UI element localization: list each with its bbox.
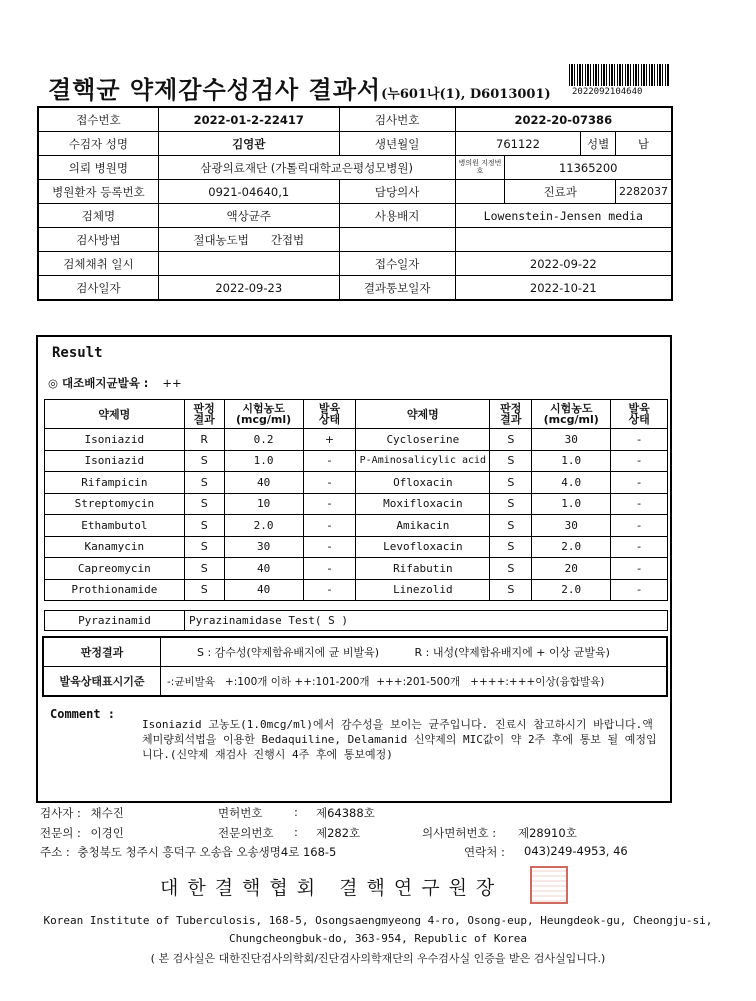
left-concentration: 30 bbox=[224, 536, 303, 558]
left-drug-name: Isoniazid bbox=[45, 450, 185, 472]
left-growth-status: - bbox=[303, 536, 356, 558]
left-drug-name: Rifampicin bbox=[45, 472, 185, 494]
left-growth-status: - bbox=[303, 558, 356, 580]
dept-label: 진료과 bbox=[505, 180, 615, 204]
left-judgement: S bbox=[184, 472, 224, 494]
right-concentration: 20 bbox=[532, 558, 611, 580]
table-row bbox=[45, 515, 668, 537]
hospital-label: 의뢰 병원명 bbox=[38, 156, 158, 180]
drug-table bbox=[44, 399, 668, 601]
address-label: 주소 : bbox=[40, 845, 70, 859]
contact-label: 연락처 : bbox=[464, 845, 505, 859]
growth-std: -:균비발육 +:100개 이하 ++:101-200개 +++:201-500개 ++++:+++이상(융합발육) bbox=[161, 667, 668, 697]
judge-label: 판정결과 bbox=[43, 637, 161, 667]
document-title: 결핵균 약제감수성검사 결과서(누601나(1), D6013001) bbox=[48, 75, 551, 104]
receive-date: 2022-09-22 bbox=[455, 252, 672, 276]
right-drug-name: Amikacin bbox=[356, 515, 490, 537]
left-drug-name: Prothionamide bbox=[45, 579, 185, 601]
header-conc: 시험농도 (mcg/ml) bbox=[224, 400, 303, 429]
table-row bbox=[45, 558, 668, 580]
left-judgement: S bbox=[184, 536, 224, 558]
receipt-no: 2022-01-2-22417 bbox=[158, 107, 339, 132]
hospital-name: 삼광의료재단 (가톨릭대학교은평성모병원) bbox=[158, 156, 455, 180]
right-growth-status: - bbox=[611, 536, 668, 558]
license-label: 면허번호 bbox=[218, 806, 263, 820]
medium-label: 사용배지 bbox=[339, 204, 455, 228]
drug-table-header bbox=[45, 400, 668, 429]
specialist: 이경인 bbox=[90, 826, 124, 840]
right-judgement: S bbox=[490, 429, 532, 451]
header-result-2: 판정 결과 bbox=[490, 400, 532, 429]
contact: 043)249-4953, 46 bbox=[524, 844, 628, 858]
method-blank-2 bbox=[455, 228, 672, 252]
right-growth-status: - bbox=[611, 493, 668, 515]
judge-r: R : 내성(약제함유배지에 + 이상 균발육) bbox=[414, 646, 610, 659]
doctor-label: 담당의사 bbox=[339, 180, 455, 204]
right-judgement: S bbox=[490, 579, 532, 601]
doc-license-label: 의사면허번호 : bbox=[422, 826, 497, 840]
right-judgement: S bbox=[490, 472, 532, 494]
registration-no: 0921-04640,1 bbox=[158, 180, 339, 204]
comment-label: Comment : bbox=[50, 707, 116, 721]
method-label: 검사방법 bbox=[38, 228, 158, 252]
right-judgement: S bbox=[490, 558, 532, 580]
right-concentration: 30 bbox=[532, 515, 611, 537]
left-concentration: 40 bbox=[224, 558, 303, 580]
method-2: 간접법 bbox=[270, 232, 305, 247]
test-no: 2022-20-07386 bbox=[455, 107, 672, 132]
table-row bbox=[45, 429, 668, 451]
patient-label: 수검자 성명 bbox=[38, 132, 158, 156]
left-judgement: S bbox=[184, 579, 224, 601]
right-drug-name: Moxifloxacin bbox=[356, 493, 490, 515]
left-growth-status: + bbox=[303, 429, 356, 451]
growth-std-label: 발육상태표시기준 bbox=[43, 667, 161, 697]
table-row bbox=[45, 536, 668, 558]
right-concentration: 1.0 bbox=[532, 493, 611, 515]
specialist-label: 전문의 : bbox=[40, 826, 81, 840]
english-address: Korean Institute of Tuberculosis, 168-5, Osongsaengmyeong 4-ro, Osong-eup, Heungdeok-gu, Cheongju-si, Chungcheongbuk-do, 363-954, Republic of Korea bbox=[43, 914, 713, 945]
organization-name: 대한결핵협회 결핵연구원장 bbox=[160, 877, 504, 899]
pyrazinamide-row bbox=[44, 610, 668, 631]
judge-text bbox=[161, 637, 668, 667]
header-growth-2: 발육 상태 bbox=[611, 400, 668, 429]
pza-label: Pyrazinamid bbox=[45, 611, 185, 631]
right-concentration: 1.0 bbox=[532, 450, 611, 472]
left-judgement: R bbox=[184, 429, 224, 451]
right-growth-status: - bbox=[611, 450, 668, 472]
doc-license: 제28910호 bbox=[518, 826, 577, 840]
sex: 남 bbox=[615, 132, 672, 156]
address: 충청북도 청주시 흥덕구 오송읍 오송생명4로 168-5 bbox=[77, 845, 337, 859]
address-line bbox=[40, 844, 690, 860]
control-growth-label: ◎ 대조배지균발육 : bbox=[48, 376, 149, 390]
header-drug-2: 약제명 bbox=[356, 400, 490, 429]
left-concentration: 0.2 bbox=[224, 429, 303, 451]
registration-label: 병원환자 등록번호 bbox=[38, 180, 158, 204]
receive-label: 접수일자 bbox=[339, 252, 455, 276]
test-date: 2022-09-23 bbox=[158, 276, 339, 301]
barcode bbox=[569, 64, 669, 86]
left-concentration: 40 bbox=[224, 579, 303, 601]
right-judgement: S bbox=[490, 515, 532, 537]
left-concentration: 1.0 bbox=[224, 450, 303, 472]
hospital-code: 11365200 bbox=[505, 156, 672, 180]
header-conc-2: 시험농도 (mcg/ml) bbox=[532, 400, 611, 429]
license: 제64388호 bbox=[316, 806, 375, 820]
tester: 채수진 bbox=[90, 806, 124, 820]
sex-label: 성별 bbox=[581, 132, 616, 156]
doctor bbox=[455, 180, 505, 204]
report-date-label: 결과통보일자 bbox=[339, 276, 455, 301]
test-no-label: 검사번호 bbox=[339, 107, 455, 132]
right-growth-status: - bbox=[611, 579, 668, 601]
right-growth-status: - bbox=[611, 515, 668, 537]
left-drug-name: Ethambutol bbox=[45, 515, 185, 537]
left-judgement: S bbox=[184, 450, 224, 472]
barcode-number: 2022092104640 bbox=[572, 87, 643, 97]
left-concentration: 40 bbox=[224, 472, 303, 494]
header-drug: 약제명 bbox=[45, 400, 185, 429]
right-judgement: S bbox=[490, 493, 532, 515]
method-1: 절대농도법 bbox=[193, 232, 249, 247]
spec-no-label: 전문의번호 bbox=[218, 826, 274, 840]
official-seal-stamp bbox=[530, 866, 568, 904]
left-growth-status: - bbox=[303, 450, 356, 472]
judge-s: S : 감수성(약제함유배지에 균 비발육) bbox=[197, 646, 380, 659]
left-judgement: S bbox=[184, 558, 224, 580]
left-concentration: 10 bbox=[224, 493, 303, 515]
left-growth-status: - bbox=[303, 493, 356, 515]
right-growth-status: - bbox=[611, 429, 668, 451]
header-growth: 발육 상태 bbox=[303, 400, 356, 429]
left-growth-status: - bbox=[303, 515, 356, 537]
header-result: 판정 결과 bbox=[184, 400, 224, 429]
right-drug-name: Ofloxacin bbox=[356, 472, 490, 494]
result-section bbox=[36, 335, 672, 803]
document-code: (누601나(1), D6013001) bbox=[381, 87, 551, 102]
right-drug-name: Cycloserine bbox=[356, 429, 490, 451]
dept: 2282037 bbox=[615, 180, 672, 204]
result-label: Result bbox=[52, 345, 103, 361]
left-judgement: S bbox=[184, 493, 224, 515]
left-growth-status: - bbox=[303, 579, 356, 601]
criteria-table bbox=[42, 636, 668, 697]
right-drug-name: Rifabutin bbox=[356, 558, 490, 580]
specialist-line: 전문의 : 이경인 전문의번호 : 제282호 의사면허번호 : 제28910호 bbox=[40, 825, 577, 840]
left-growth-status: - bbox=[303, 472, 356, 494]
collect-date bbox=[158, 252, 339, 276]
patient-name: 김영관 bbox=[158, 132, 339, 156]
receipt-no-label: 접수번호 bbox=[38, 107, 158, 132]
method-blank bbox=[339, 228, 455, 252]
test-date-label: 검사일자 bbox=[38, 276, 158, 301]
comment-text: Isoniazid 고농도(1.0mcg/ml)에서 감수성을 보이는 균주입니다. 진료시 참고하시기 바랍니다.액체미량희석법을 이용한 Bedaquiline, Delamanid 신약제의 MIC값이 약 2주 후에 통보 될 예정입니다.(신약제 재검사 진행시 4주 후에 통보예정) bbox=[142, 718, 657, 761]
right-concentration: 2.0 bbox=[532, 579, 611, 601]
birth-date: 761122 bbox=[455, 132, 581, 156]
table-row bbox=[45, 472, 668, 494]
right-judgement: S bbox=[490, 536, 532, 558]
certification-note: ( 본 검사실은 대한진단검사의학회/진단검사의학재단의 우수검사실 인증을 받은 검사실입니다.) bbox=[150, 952, 606, 965]
control-growth-value: ++ bbox=[162, 376, 182, 390]
left-drug-name: Capreomycin bbox=[45, 558, 185, 580]
right-drug-name: Linezolid bbox=[356, 579, 490, 601]
right-judgement: S bbox=[490, 450, 532, 472]
left-judgement: S bbox=[184, 515, 224, 537]
report-date: 2022-10-21 bbox=[455, 276, 672, 301]
birth-label: 생년월일 bbox=[339, 132, 455, 156]
control-growth bbox=[48, 375, 182, 391]
specimen: 액상균주 bbox=[158, 204, 339, 228]
left-drug-name: Streptomycin bbox=[45, 493, 185, 515]
patient-info-table bbox=[37, 106, 673, 301]
medium: Lowenstein-Jensen media bbox=[455, 204, 672, 228]
collect-label: 검체채취 일시 bbox=[38, 252, 158, 276]
left-drug-name: Isoniazid bbox=[45, 429, 185, 451]
right-drug-name: Levofloxacin bbox=[356, 536, 490, 558]
specimen-label: 검체명 bbox=[38, 204, 158, 228]
table-row bbox=[45, 579, 668, 601]
right-growth-status: - bbox=[611, 558, 668, 580]
left-drug-name: Kanamycin bbox=[45, 536, 185, 558]
right-concentration: 2.0 bbox=[532, 536, 611, 558]
tester-label: 검사자 : bbox=[40, 806, 81, 820]
tester-line: 검사자 : 채수진 면허번호 : 제64388호 bbox=[40, 805, 375, 820]
method bbox=[158, 228, 339, 252]
table-row bbox=[45, 493, 668, 515]
right-drug-name: P-Aminosalicylic acid bbox=[356, 450, 490, 472]
spec-no: 제282호 bbox=[316, 826, 361, 840]
hospital-code-label: 병의원 지정번호 bbox=[458, 159, 502, 175]
right-concentration: 4.0 bbox=[532, 472, 611, 494]
pza-value: Pyrazinamidase Test( S ) bbox=[185, 611, 668, 631]
left-concentration: 2.0 bbox=[224, 515, 303, 537]
table-row bbox=[45, 450, 668, 472]
right-concentration: 30 bbox=[532, 429, 611, 451]
right-growth-status: - bbox=[611, 472, 668, 494]
